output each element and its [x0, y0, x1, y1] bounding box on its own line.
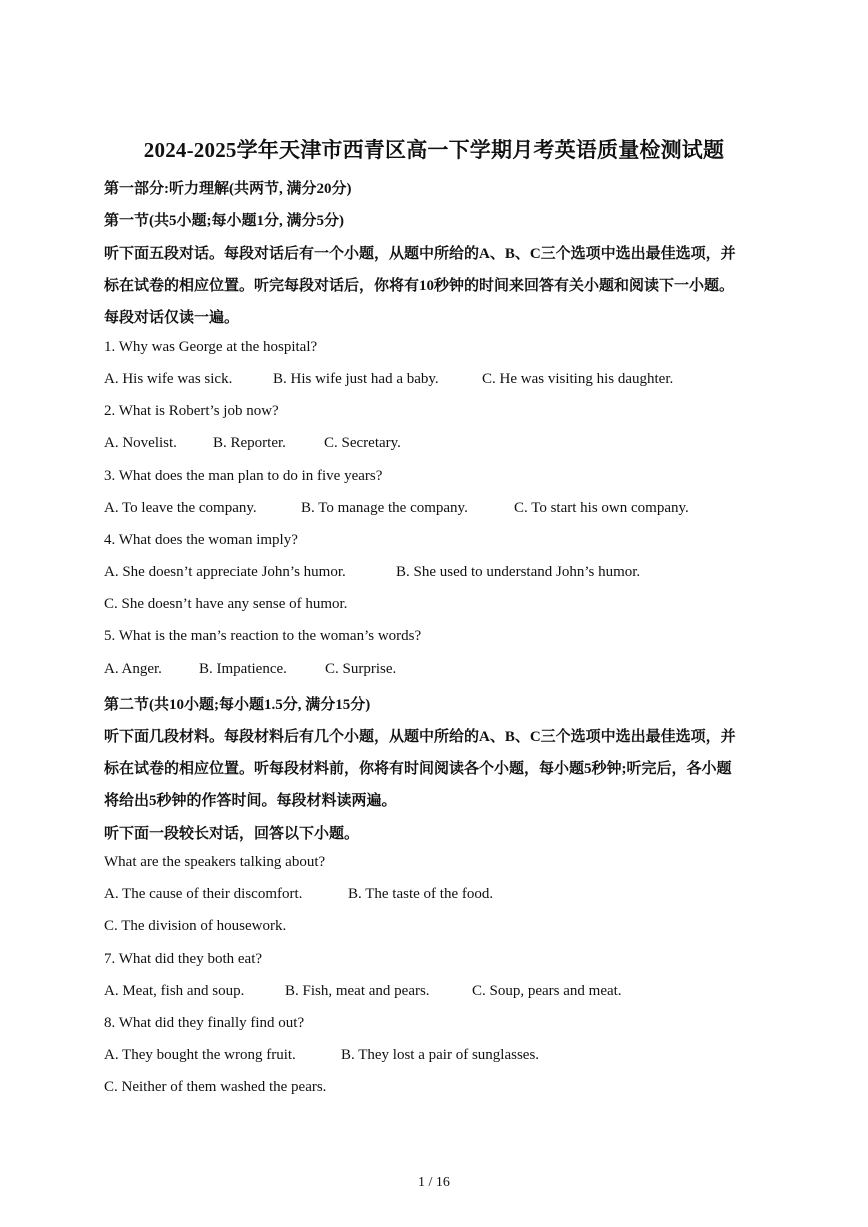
question-text: 7. What did they both eat? — [104, 951, 263, 967]
option-b: B. She used to understand John’s humor. — [396, 564, 641, 580]
option-a: A. They bought the wrong fruit. — [104, 1047, 296, 1063]
section1-heading: 第一节(共5小题;每小题1分, 满分5分) — [104, 213, 344, 229]
option-c: C. She doesn’t have any sense of humor. — [104, 596, 348, 612]
option-b: B. The taste of the food. — [348, 886, 494, 902]
option-c: C. The division of housework. — [104, 918, 287, 934]
option-b: B. Reporter. — [213, 435, 286, 451]
part1-heading: 第一部分:听力理解(共两节, 满分20分) — [104, 181, 352, 197]
section2-heading: 第二节(共10小题;每小题1.5分, 满分15分) — [104, 697, 371, 713]
question-text: What are the speakers talking about? — [104, 854, 326, 870]
option-c: C. Secretary. — [324, 435, 401, 451]
section1-instruction-line: 听下面五段对话。每段对话后有一个小题，从题中所给的A、B、C三个选项中选出最佳选项，并 — [104, 246, 736, 262]
option-b: B. To manage the company. — [301, 500, 468, 516]
option-a: A. Meat, fish and soup. — [104, 983, 245, 999]
sub-instruction: 听下面一段较长对话，回答以下小题。 — [104, 826, 360, 842]
question-text: 4. What does the woman imply? — [104, 532, 298, 548]
section1-instruction-line: 每段对话仅读一遍。 — [104, 310, 240, 326]
section2-instruction-line: 将给出5秒钟的作答时间。每段材料读两遍。 — [104, 793, 397, 809]
question-text: 5. What is the man’s reaction to the woman’s words? — [104, 628, 422, 644]
page-title: 2024-2025学年天津市西青区高一下学期月考英语质量检测试题 — [143, 138, 725, 162]
question-text: 3. What does the man plan to do in five years? — [104, 468, 383, 484]
option-c: C. To start his own company. — [514, 500, 689, 516]
option-b: B. His wife just had a baby. — [273, 371, 439, 387]
option-b: B. Fish, meat and pears. — [285, 983, 430, 999]
question-text: 2. What is Robert’s job now? — [104, 403, 279, 419]
question-text: 8. What did they finally find out? — [104, 1015, 305, 1031]
option-a: A. His wife was sick. — [104, 371, 233, 387]
option-b: B. Impatience. — [199, 661, 287, 677]
page-number: 1 / 16 — [418, 1175, 450, 1190]
option-a: A. To leave the company. — [104, 500, 257, 516]
section1-instruction-line: 标在试卷的相应位置。听完每段对话后，你将有10秒钟的时间来回答有关小题和阅读下一小题。 — [104, 278, 735, 294]
option-c: C. Surprise. — [325, 661, 397, 677]
option-a: A. Novelist. — [104, 435, 177, 451]
option-c: C. Soup, pears and meat. — [472, 983, 622, 999]
option-c: C. Neither of them washed the pears. — [104, 1079, 327, 1095]
question-text: 1. Why was George at the hospital? — [104, 339, 318, 355]
option-c: C. He was visiting his daughter. — [482, 371, 674, 387]
option-a: A. Anger. — [104, 661, 162, 677]
option-a: A. The cause of their discomfort. — [104, 886, 303, 902]
option-b: B. They lost a pair of sunglasses. — [341, 1047, 540, 1063]
section2-instruction-line: 标在试卷的相应位置。听每段材料前，你将有时间阅读各个小题，每小题5秒钟;听完后，各小题 — [104, 761, 732, 777]
section2-instruction-line: 听下面几段材料。每段材料后有几个小题，从题中所给的A、B、C三个选项中选出最佳选项，并 — [104, 729, 736, 745]
option-a: A. She doesn’t appreciate John’s humor. — [104, 564, 346, 580]
